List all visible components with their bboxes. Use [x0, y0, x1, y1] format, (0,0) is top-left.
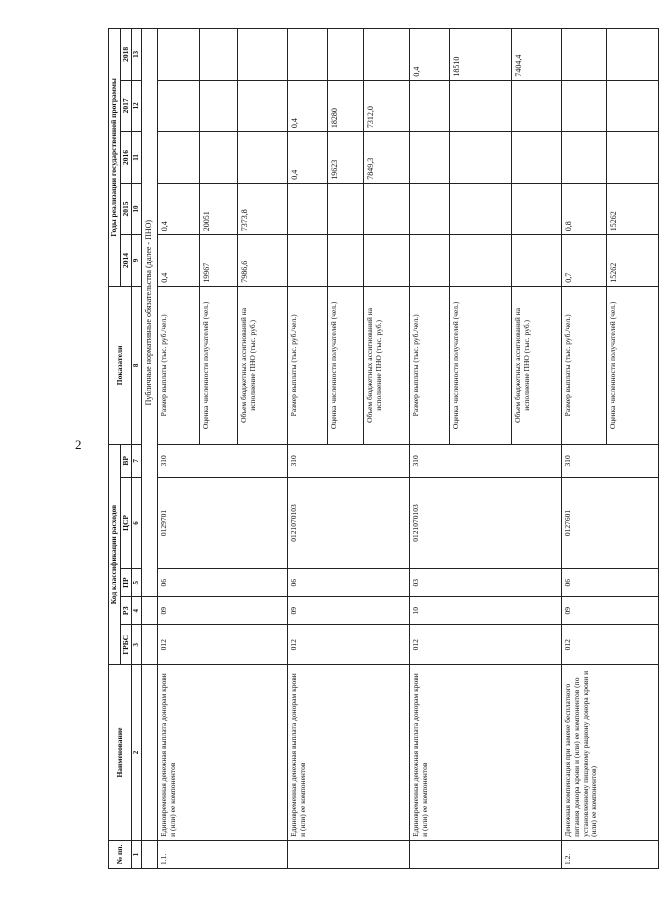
- year-value: [450, 183, 512, 235]
- table-row: [158, 29, 200, 869]
- year-value: [200, 29, 238, 81]
- indicator-label: Размер выплаты (тыс. руб./чел.): [288, 286, 328, 444]
- year-value: 0,4: [410, 29, 450, 81]
- col-number: 13: [132, 29, 142, 81]
- header-years-group: Годы реализации государственной программы: [109, 29, 121, 287]
- year-value: [200, 80, 238, 132]
- col-number: 6: [132, 477, 142, 568]
- row-vr: 310: [158, 444, 288, 477]
- row-rz: 09: [158, 597, 288, 625]
- year-value: [512, 80, 562, 132]
- section-empty: [142, 840, 158, 868]
- row-csr: 0127601: [562, 477, 659, 568]
- indicator-label: Размер выплаты (тыс. руб./чел.): [158, 286, 200, 444]
- col-number: 1: [132, 840, 142, 868]
- year-value: 20051: [200, 183, 238, 235]
- year-value: [607, 132, 659, 184]
- header-code-group: Код классификации расходов: [109, 444, 121, 664]
- header-vr: ВР: [120, 444, 132, 477]
- table-row: [410, 29, 450, 869]
- year-value: 18510: [450, 29, 512, 81]
- year-value: 0,4: [288, 80, 328, 132]
- row-pr: 03: [410, 569, 562, 597]
- year-value: [562, 29, 607, 81]
- indicator-label: Объем бюджетных ассигнований на исполнение ПНО (тыс. руб.): [364, 286, 410, 444]
- year-value: 0,7: [562, 235, 607, 287]
- year-value: [200, 132, 238, 184]
- year-value: [450, 132, 512, 184]
- header-year: 2016: [120, 132, 132, 184]
- indicator-label: Размер выплаты (тыс. руб./чел.): [562, 286, 607, 444]
- year-value: [328, 183, 364, 235]
- indicator-label: Оценка численности получателей (чел.): [200, 286, 238, 444]
- year-value: [512, 235, 562, 287]
- column-number-row: [132, 29, 142, 869]
- year-value: [512, 183, 562, 235]
- year-value: [158, 29, 200, 81]
- row-grbs: 012: [410, 625, 562, 665]
- row-name: Единовременная денежная выплата донорам крови и (или) ее компонентов: [288, 665, 410, 841]
- indicator-label: Оценка численности получателей (чел.): [328, 286, 364, 444]
- header-no: № пп.: [109, 840, 132, 868]
- year-value: [364, 183, 410, 235]
- header-row-1: [109, 29, 121, 869]
- header-year: 2017: [120, 80, 132, 132]
- row-pr: 06: [158, 569, 288, 597]
- indicator-label: Объем бюджетных ассигнований на исполнение ПНО (тыс. руб.): [512, 286, 562, 444]
- header-csr: ЦСР: [120, 477, 132, 568]
- table-row: [288, 29, 328, 869]
- header-year: 2015: [120, 183, 132, 235]
- year-value: [512, 132, 562, 184]
- year-value: [288, 29, 328, 81]
- year-value: 7373,8: [238, 183, 288, 235]
- year-value: 0,4: [158, 235, 200, 287]
- header-grbs: ГРБС: [120, 625, 132, 665]
- row-vr: 310: [410, 444, 562, 477]
- header-year: 2018: [120, 29, 132, 81]
- row-number: 1.1.: [158, 840, 288, 868]
- col-number: 2: [132, 665, 142, 841]
- year-value: [450, 80, 512, 132]
- row-vr: 310: [288, 444, 410, 477]
- year-value: 7312,0: [364, 80, 410, 132]
- year-value: 0,8: [562, 183, 607, 235]
- year-value: 0,4: [158, 183, 200, 235]
- row-number: [410, 840, 562, 868]
- row-number: [288, 840, 410, 868]
- table-area: [108, 28, 619, 869]
- col-number: 10: [132, 183, 142, 235]
- year-value: [607, 29, 659, 81]
- year-value: [238, 80, 288, 132]
- col-number: 7: [132, 444, 142, 477]
- col-number: 9: [132, 235, 142, 287]
- year-value: [158, 80, 200, 132]
- year-value: [410, 132, 450, 184]
- year-value: [288, 235, 328, 287]
- year-value: [364, 235, 410, 287]
- row-grbs: 012: [562, 625, 659, 665]
- header-rz: РЗ: [120, 597, 132, 625]
- year-value: 7404,4: [512, 29, 562, 81]
- section-empty: [142, 625, 158, 665]
- year-value: 19623: [328, 132, 364, 184]
- col-number: 11: [132, 132, 142, 184]
- col-number: 5: [132, 569, 142, 597]
- row-name: Денежная компенсация при замене бесплатного питания донора крови и (или) ее компонентов (по установленному пищевому рациону донора крови и (или) ее компонентов): [562, 665, 659, 841]
- row-grbs: 012: [288, 625, 410, 665]
- year-value: 15262: [607, 183, 659, 235]
- year-value: [328, 235, 364, 287]
- row-pr: 06: [288, 569, 410, 597]
- year-value: [158, 132, 200, 184]
- year-value: [364, 29, 410, 81]
- rotated-table: [108, 28, 619, 869]
- year-value: [410, 80, 450, 132]
- year-value: 0,4: [288, 132, 328, 184]
- col-number: 3: [132, 625, 142, 665]
- year-value: [562, 132, 607, 184]
- year-value: [238, 29, 288, 81]
- year-value: 7849,3: [364, 132, 410, 184]
- year-value: 7986,6: [238, 235, 288, 287]
- table-row: [562, 29, 607, 869]
- col-number: 4: [132, 597, 142, 625]
- year-value: 19967: [200, 235, 238, 287]
- year-value: [410, 235, 450, 287]
- year-value: [607, 80, 659, 132]
- section-empty: [142, 597, 158, 625]
- header-pr: ПР: [120, 569, 132, 597]
- section-row: [142, 29, 158, 869]
- row-name: Единовременная денежная выплата донорам крови и (или) ее компонентов: [158, 665, 288, 841]
- year-value: 18280: [328, 80, 364, 132]
- year-value: [410, 183, 450, 235]
- header-year: 2014: [120, 235, 132, 287]
- row-pr: 06: [562, 569, 659, 597]
- year-value: [238, 132, 288, 184]
- year-value: 15262: [607, 235, 659, 287]
- row-name: Единовременная денежная выплата донорам крови и (или) ее компонентов: [410, 665, 562, 841]
- row-csr: 0121070103: [288, 477, 410, 568]
- indicator-label: Размер выплаты (тыс. руб./чел.): [410, 286, 450, 444]
- section-empty: [142, 665, 158, 841]
- indicator-label: Оценка численности получателей (чел.): [450, 286, 512, 444]
- row-csr: 0121070103: [410, 477, 562, 568]
- program-table: [108, 28, 659, 869]
- row-number: 1.2.: [562, 840, 659, 868]
- page-number: 2: [75, 437, 82, 452]
- row-grbs: 012: [158, 625, 288, 665]
- row-rz: 09: [562, 597, 659, 625]
- row-vr: 310: [562, 444, 659, 477]
- row-rz: 10: [410, 597, 562, 625]
- header-indicator: Показатели: [109, 286, 132, 444]
- col-number: 8: [132, 286, 142, 444]
- indicator-label: Оценка численности получателей (чел.): [607, 286, 659, 444]
- year-value: [562, 80, 607, 132]
- section-title: Публичные нормативные обязательства (далее - ПНО): [142, 29, 158, 597]
- year-value: [450, 235, 512, 287]
- col-number: 12: [132, 80, 142, 132]
- row-rz: 09: [288, 597, 410, 625]
- year-value: [288, 183, 328, 235]
- indicator-label: Объем бюджетных ассигнований на исполнение ПНО (тыс. руб.): [238, 286, 288, 444]
- header-name: Наименование: [109, 665, 132, 841]
- row-csr: 0129701: [158, 477, 288, 568]
- year-value: [328, 29, 364, 81]
